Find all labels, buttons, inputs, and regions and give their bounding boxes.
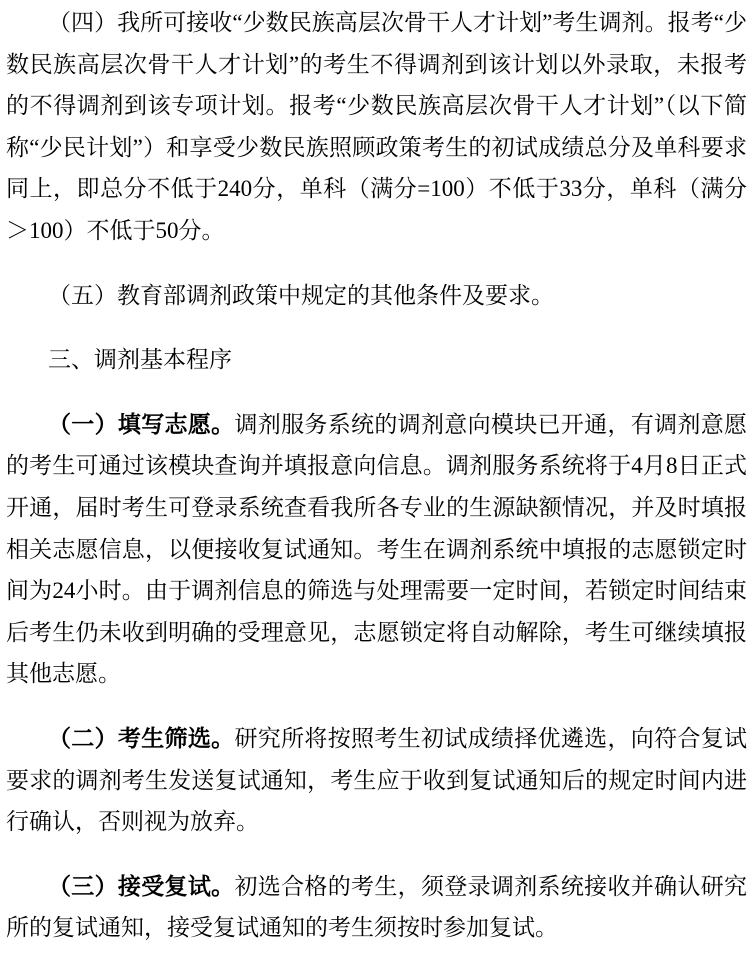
paragraph-text: 初选合格的考生，须登录调剂系统接收并确认研究所的复试通知，接受复试通知的考生须按时参加复试。 — [6, 873, 748, 941]
section-heading-text: 三、调剂基本程序 — [48, 347, 232, 373]
paragraph-step-2 — [6, 718, 747, 843]
paragraph-text: （四）我所可接收“少数民族高层次骨干人才计划”考生调剂。报考“少数民族高层次骨干人才计划”的考生不得调剂到该计划以外录取，未报考的不得调剂到该专项计划。报考“少数民族高层次骨干人才计划”（以下简称“少民计划”）和享受少数民族照顾政策考生的初试成绩总分及单科要求同上，即总分不低于240分，单科（满分=100）不低于33分，单科（满分＞100）不低于50分。 — [6, 10, 747, 243]
paragraph-step-1 — [6, 404, 747, 695]
paragraph-lead: （一）填写志愿。 — [48, 411, 235, 437]
section-heading-3 — [6, 339, 747, 381]
paragraph-item-5 — [6, 275, 747, 317]
paragraph-lead: （三）接受复试。 — [48, 873, 235, 899]
paragraph-item-4 — [6, 2, 747, 252]
paragraph-lead: （二）考生筛选。 — [48, 725, 235, 751]
paragraph-text: 研究所将按照考生初试成绩择优遴选，向符合复试要求的调剂考生发送复试通知，考生应于收到复试通知后的规定时间内进行确认，否则视为放弃。 — [6, 725, 748, 835]
paragraph-step-3 — [6, 866, 747, 949]
paragraph-text: 调剂服务系统的调剂意向模块已开通，有调剂意愿的考生可通过该模块查询并填报意向信息。调剂服务系统将于4月8日正式开通，届时考生可登录系统查看我所各专业的生源缺额情况，并及时填报相关志愿信息，以便接收复试通知。考生在调剂系统中填报的志愿锁定时间为24小时。由于调剂信息的筛选与处理需要一定时间，若锁定时间结束后考生仍未收到明确的受理意见，志愿锁定将自动解除，考生可继续填报其他志愿。 — [6, 411, 748, 687]
paragraph-text: （五）教育部调剂政策中规定的其他条件及要求。 — [48, 282, 554, 308]
